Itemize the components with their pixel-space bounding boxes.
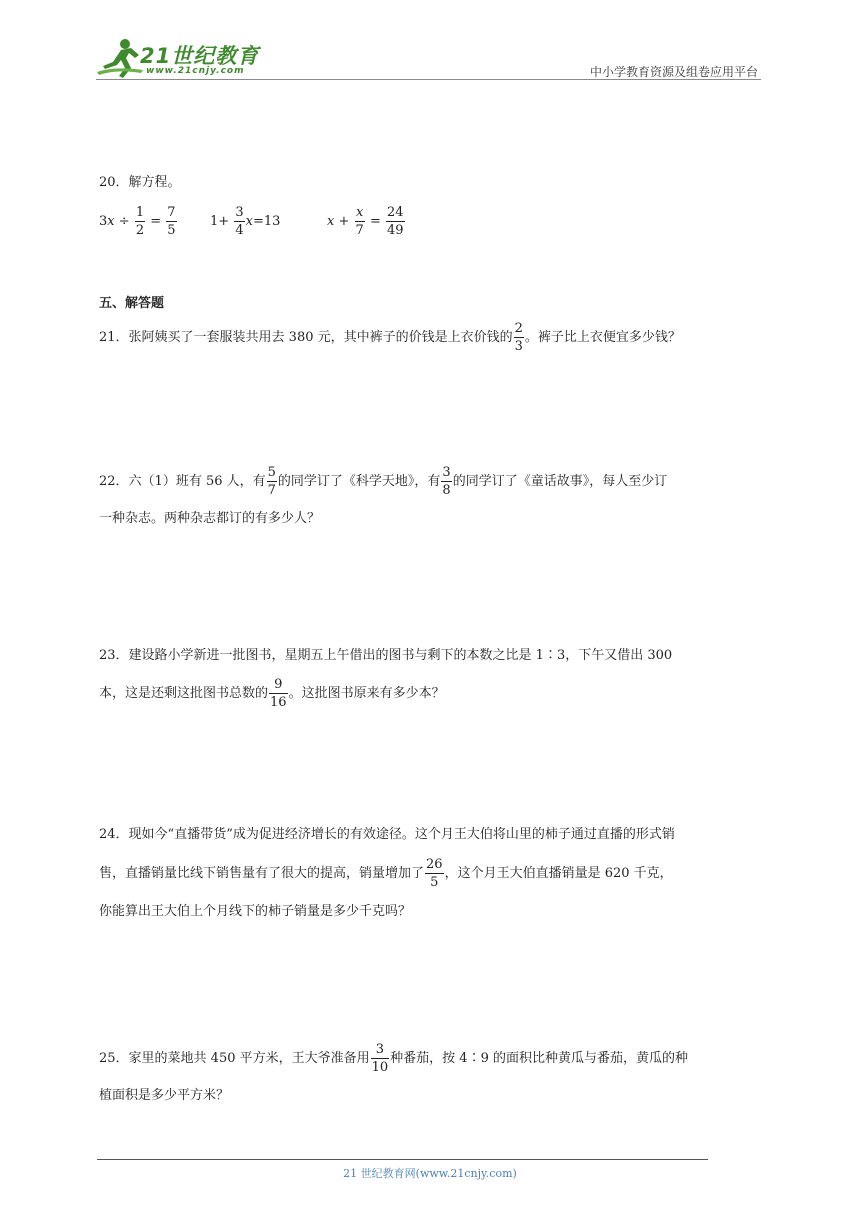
q22-text-c: 的同学订了《童话故事》，每人至少订 <box>452 474 668 489</box>
frac-num: x <box>356 205 364 220</box>
q24-fraction <box>425 858 444 889</box>
frac-den: 5 <box>430 875 439 890</box>
question-22-line-2: 一种杂志。两种杂志都订的有多少人？ <box>99 511 321 526</box>
header-platform-title: 中小学教育资源及组卷应用平台 <box>589 65 758 79</box>
frac-den: 10 <box>371 1060 389 1075</box>
eq2-lhs: 1+ <box>210 214 230 229</box>
question-24-line-2 <box>99 858 673 889</box>
equation-1 <box>99 206 178 237</box>
eq3-var: x <box>327 214 335 229</box>
footer-divider <box>97 1159 708 1160</box>
q25-fraction <box>371 1043 390 1074</box>
frac-den: 3 <box>514 339 523 354</box>
eq1-fraction-right <box>166 206 176 237</box>
q25-text-b: 种番茄，按 4∶9 的面积比种黄瓜与番茄，黄瓜的种 <box>390 1051 688 1066</box>
q21-fraction <box>514 322 524 353</box>
frac-num: 5 <box>267 465 276 480</box>
frac-num: 3 <box>442 465 451 480</box>
q24-text-b: ，这个月王大伯直播销量是 620 千克， <box>444 866 673 881</box>
frac-num: 9 <box>269 678 288 694</box>
equation-2 <box>210 206 280 237</box>
section-title: 五、解答题 <box>99 296 165 311</box>
frac-num: 26 <box>426 857 443 872</box>
frac-den: 7 <box>355 223 364 238</box>
eq3-equals: = <box>369 214 381 229</box>
frac-den: 5 <box>167 223 176 238</box>
frac-den: 16 <box>270 695 287 710</box>
eq3-fraction-right <box>386 206 405 237</box>
frac-den: 8 <box>442 483 451 498</box>
logo-url: www.21cnjy.com <box>146 66 245 76</box>
eq2-var: x <box>245 214 253 229</box>
eq1-equals: = <box>150 214 162 229</box>
q22-fraction-2 <box>441 466 451 497</box>
q23-text-b: 。这批图书原来有多少本？ <box>288 686 445 701</box>
frac-num: 7 <box>167 205 176 220</box>
eq1-fraction-left <box>135 206 145 237</box>
question-23-line-2 <box>99 678 445 709</box>
question-20-title: 20．解方程。 <box>99 175 181 190</box>
eq3-plus: + <box>338 214 350 229</box>
q21-text-b: 。裤子比上衣便宜多少钱？ <box>524 330 681 345</box>
footer-link[interactable]: 21 世纪教育网(www.21cnjy.com) <box>343 1167 517 1180</box>
frac-num: 1 <box>135 205 145 220</box>
q23-fraction <box>269 678 288 709</box>
q23-text-a: 本，这是还剩这批图书总数的 <box>99 686 269 701</box>
question-22 <box>99 466 667 497</box>
q21-text-a: 21．张阿姨买了一套服装共用去 380 元，其中裤子的价钱是上衣价钱的 <box>99 330 513 345</box>
question-21 <box>99 322 681 353</box>
eq1-coef: 3 <box>99 214 108 229</box>
q24-text-a: 售，直播销量比线下销售量有了很大的提高，销量增加了 <box>99 866 425 881</box>
question-25 <box>99 1043 688 1074</box>
eq3-fraction-left <box>355 206 365 237</box>
q22-text-a: 22．六（1）班有 56 人，有 <box>99 474 266 489</box>
frac-den: 4 <box>235 223 244 238</box>
frac-num: 24 <box>387 205 404 220</box>
q22-fraction-1 <box>267 466 277 497</box>
runner-logo-icon <box>95 36 145 80</box>
question-23-line-1: 23．建设路小学新进一批图书，星期五上午借出的图书与剩下的本数之比是 1∶3，下午又借出 300 <box>99 648 673 663</box>
q22-text-b: 的同学订了《科学天地》，有 <box>277 474 441 489</box>
equation-3 <box>327 206 406 237</box>
q25-text-a: 25．家里的菜地共 450 平方米，王大爷准备用 <box>99 1051 370 1066</box>
frac-num: 2 <box>514 321 523 336</box>
frac-num: 3 <box>235 205 244 220</box>
question-25-line-2: 植面积是多少平方米？ <box>99 1088 230 1103</box>
logo-text: 21世纪教育 <box>140 44 260 68</box>
frac-den: 7 <box>267 483 276 498</box>
eq1-var: x <box>107 214 115 229</box>
frac-den: 49 <box>387 223 404 238</box>
header-divider <box>96 79 761 80</box>
frac-den: 2 <box>135 223 145 238</box>
eq1-op: ÷ <box>118 214 130 229</box>
eq2-rhs: =13 <box>252 214 281 229</box>
question-24-line-1: 24．现如今“直播带货”成为促进经济增长的有效途径。这个月王大伯将山里的柿子通过直播的形式销 <box>99 827 675 842</box>
eq2-fraction <box>234 206 244 237</box>
question-24-line-3: 你能算出王大伯上个月线下的柿子销量是多少千克吗？ <box>99 904 412 919</box>
frac-num: 3 <box>371 1043 390 1059</box>
